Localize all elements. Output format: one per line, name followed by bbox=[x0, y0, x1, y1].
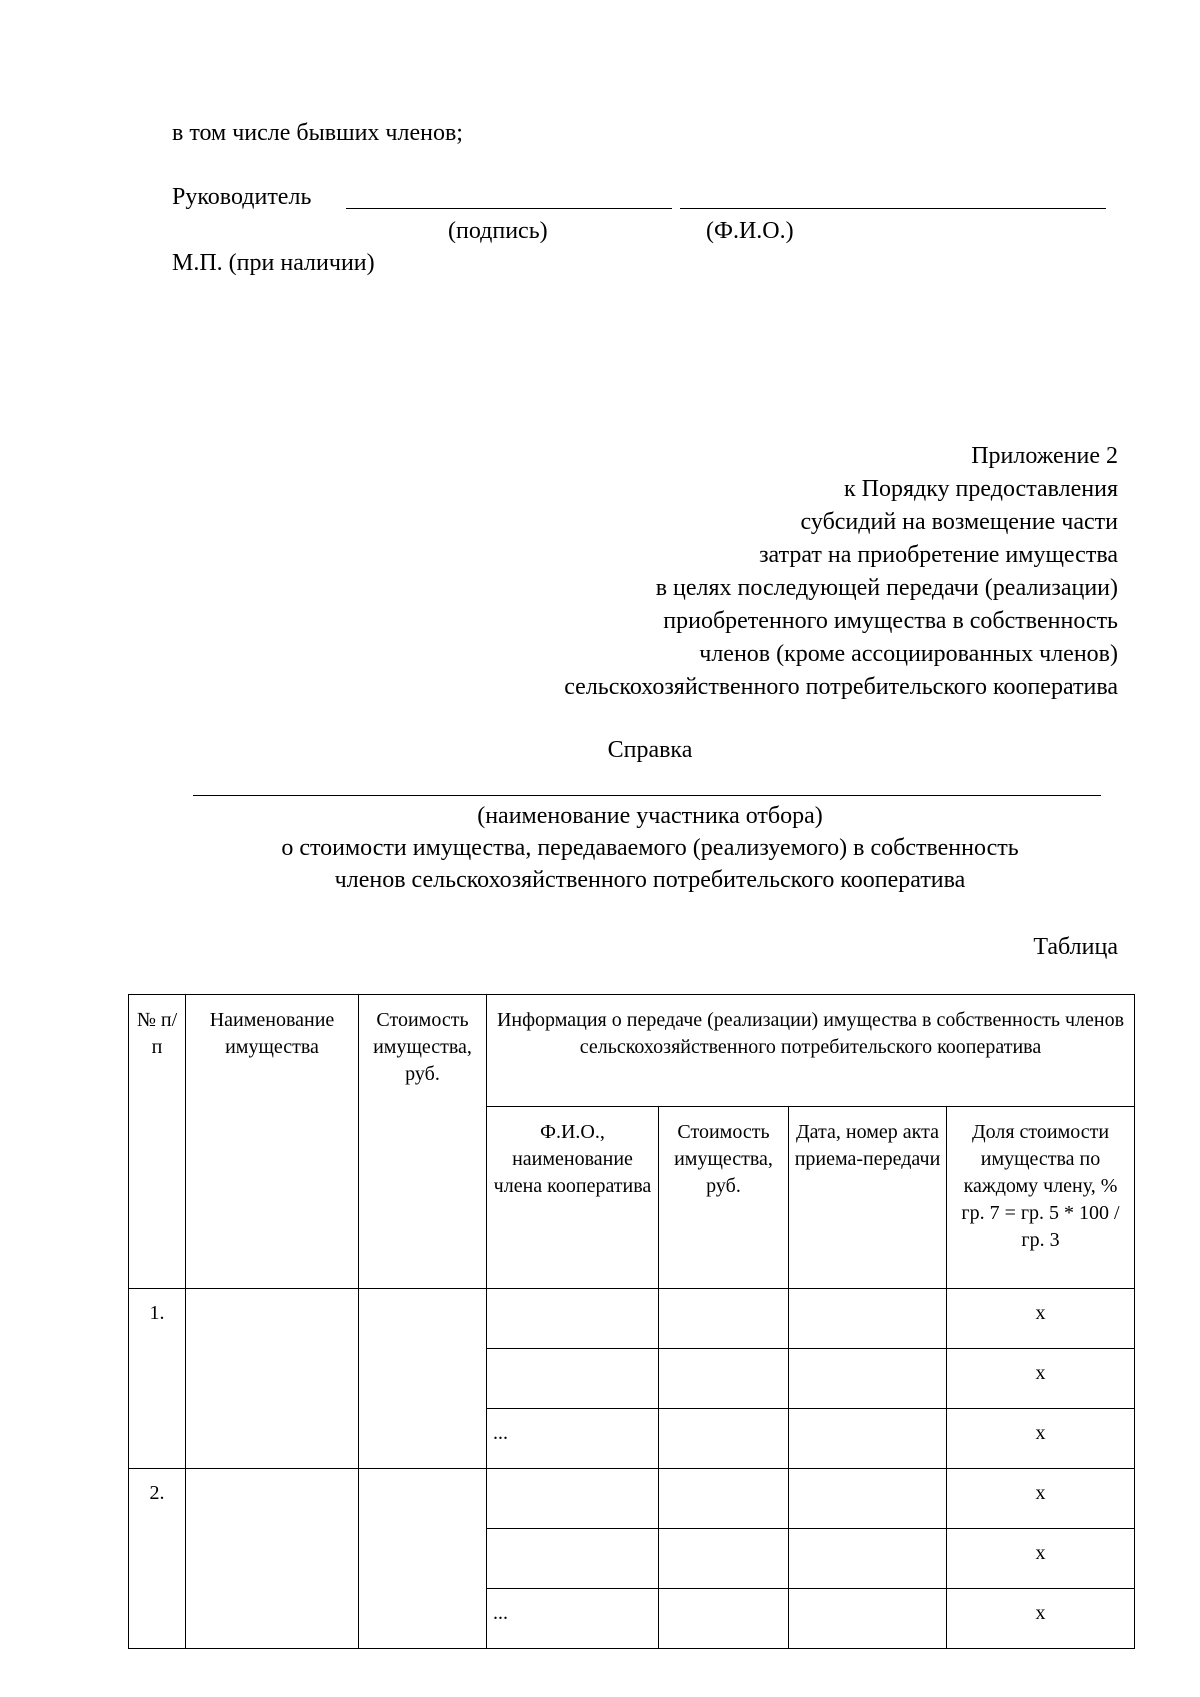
participant-caption: (наименование участника отбора) bbox=[477, 803, 823, 829]
property-name-cell bbox=[186, 1469, 359, 1649]
header-share bbox=[947, 1107, 1135, 1289]
appendix-line: в целях последующей передачи (реализации) bbox=[655, 575, 1118, 601]
act-cell bbox=[789, 1529, 947, 1589]
appendix-line: затрат на приобретение имущества bbox=[759, 542, 1118, 568]
member-cell bbox=[487, 1289, 659, 1349]
header-member-cost: Стоимость имущества, руб. bbox=[659, 1107, 789, 1289]
member-cell bbox=[487, 1529, 659, 1589]
member-cost-cell bbox=[659, 1349, 789, 1409]
appendix-line: сельскохозяйственного потребительского кооператива bbox=[564, 674, 1118, 700]
appendix-line: Приложение 2 bbox=[971, 443, 1118, 469]
share-cell: x bbox=[947, 1349, 1135, 1409]
name-line bbox=[680, 184, 1106, 209]
table-row bbox=[129, 1289, 1135, 1349]
table-row bbox=[129, 1469, 1135, 1529]
property-name-cell bbox=[186, 1289, 359, 1469]
header-cost: Стоимость имущества, руб. bbox=[359, 995, 487, 1289]
property-cost-cell bbox=[359, 1289, 487, 1469]
table-label: Таблица bbox=[1033, 934, 1118, 960]
header-act: Дата, номер акта приема-передачи bbox=[789, 1107, 947, 1289]
row-number: 2. bbox=[129, 1469, 186, 1649]
appendix-block bbox=[564, 440, 1118, 704]
share-cell: x bbox=[947, 1409, 1135, 1469]
header-name: Наименование имущества bbox=[186, 995, 359, 1289]
share-cell: x bbox=[947, 1589, 1135, 1649]
header-member: Ф.И.О., наименование члена кооператива bbox=[487, 1107, 659, 1289]
stamp-note: М.П. (при наличии) bbox=[172, 250, 375, 276]
header-num: № п/п bbox=[129, 995, 186, 1289]
certificate-heading bbox=[160, 800, 1140, 896]
property-cost-cell bbox=[359, 1469, 487, 1649]
member-cell: ... bbox=[487, 1589, 659, 1649]
member-cell: ... bbox=[487, 1409, 659, 1469]
name-caption: (Ф.И.О.) bbox=[706, 218, 794, 244]
signature-caption: (подпись) bbox=[448, 218, 548, 244]
participant-line bbox=[193, 795, 1101, 796]
signature-line bbox=[346, 184, 672, 209]
appendix-line: субсидий на возмещение части bbox=[800, 509, 1118, 535]
certificate-subtitle-line: членов сельскохозяйственного потребительского кооператива bbox=[334, 867, 966, 893]
head-label: Руководитель bbox=[172, 184, 312, 210]
header-formula: гр. 7 = гр. 5 * 100 / гр. 3 bbox=[961, 1202, 1120, 1251]
share-cell: x bbox=[947, 1289, 1135, 1349]
member-cost-cell bbox=[659, 1589, 789, 1649]
row-number: 1. bbox=[129, 1289, 186, 1469]
act-cell bbox=[789, 1589, 947, 1649]
member-cell bbox=[487, 1349, 659, 1409]
act-cell bbox=[789, 1289, 947, 1349]
act-cell bbox=[789, 1409, 947, 1469]
certificate-title: Справка bbox=[607, 737, 693, 763]
member-cost-cell bbox=[659, 1469, 789, 1529]
appendix-line: к Порядку предоставления bbox=[843, 476, 1118, 502]
former-members-line: в том числе бывших членов; bbox=[172, 120, 463, 146]
appendix-line: приобретенного имущества в собственность bbox=[663, 608, 1118, 634]
header-transfer-info: Информация о передаче (реализации) имущества в собственность членов сельскохозяйственного потребительского кооператива bbox=[487, 995, 1135, 1107]
act-cell bbox=[789, 1349, 947, 1409]
member-cost-cell bbox=[659, 1529, 789, 1589]
member-cost-cell bbox=[659, 1289, 789, 1349]
header-share-text: Доля стоимости имущества по каждому члену, % bbox=[963, 1121, 1118, 1197]
share-cell: x bbox=[947, 1529, 1135, 1589]
member-cell bbox=[487, 1469, 659, 1529]
act-cell bbox=[789, 1469, 947, 1529]
share-cell: x bbox=[947, 1469, 1135, 1529]
appendix-line: членов (кроме ассоциированных членов) bbox=[699, 641, 1118, 667]
member-cost-cell bbox=[659, 1409, 789, 1469]
property-table bbox=[128, 994, 1135, 1649]
certificate-subtitle-line: о стоимости имущества, передаваемого (реализуемого) в собственность bbox=[281, 835, 1019, 861]
